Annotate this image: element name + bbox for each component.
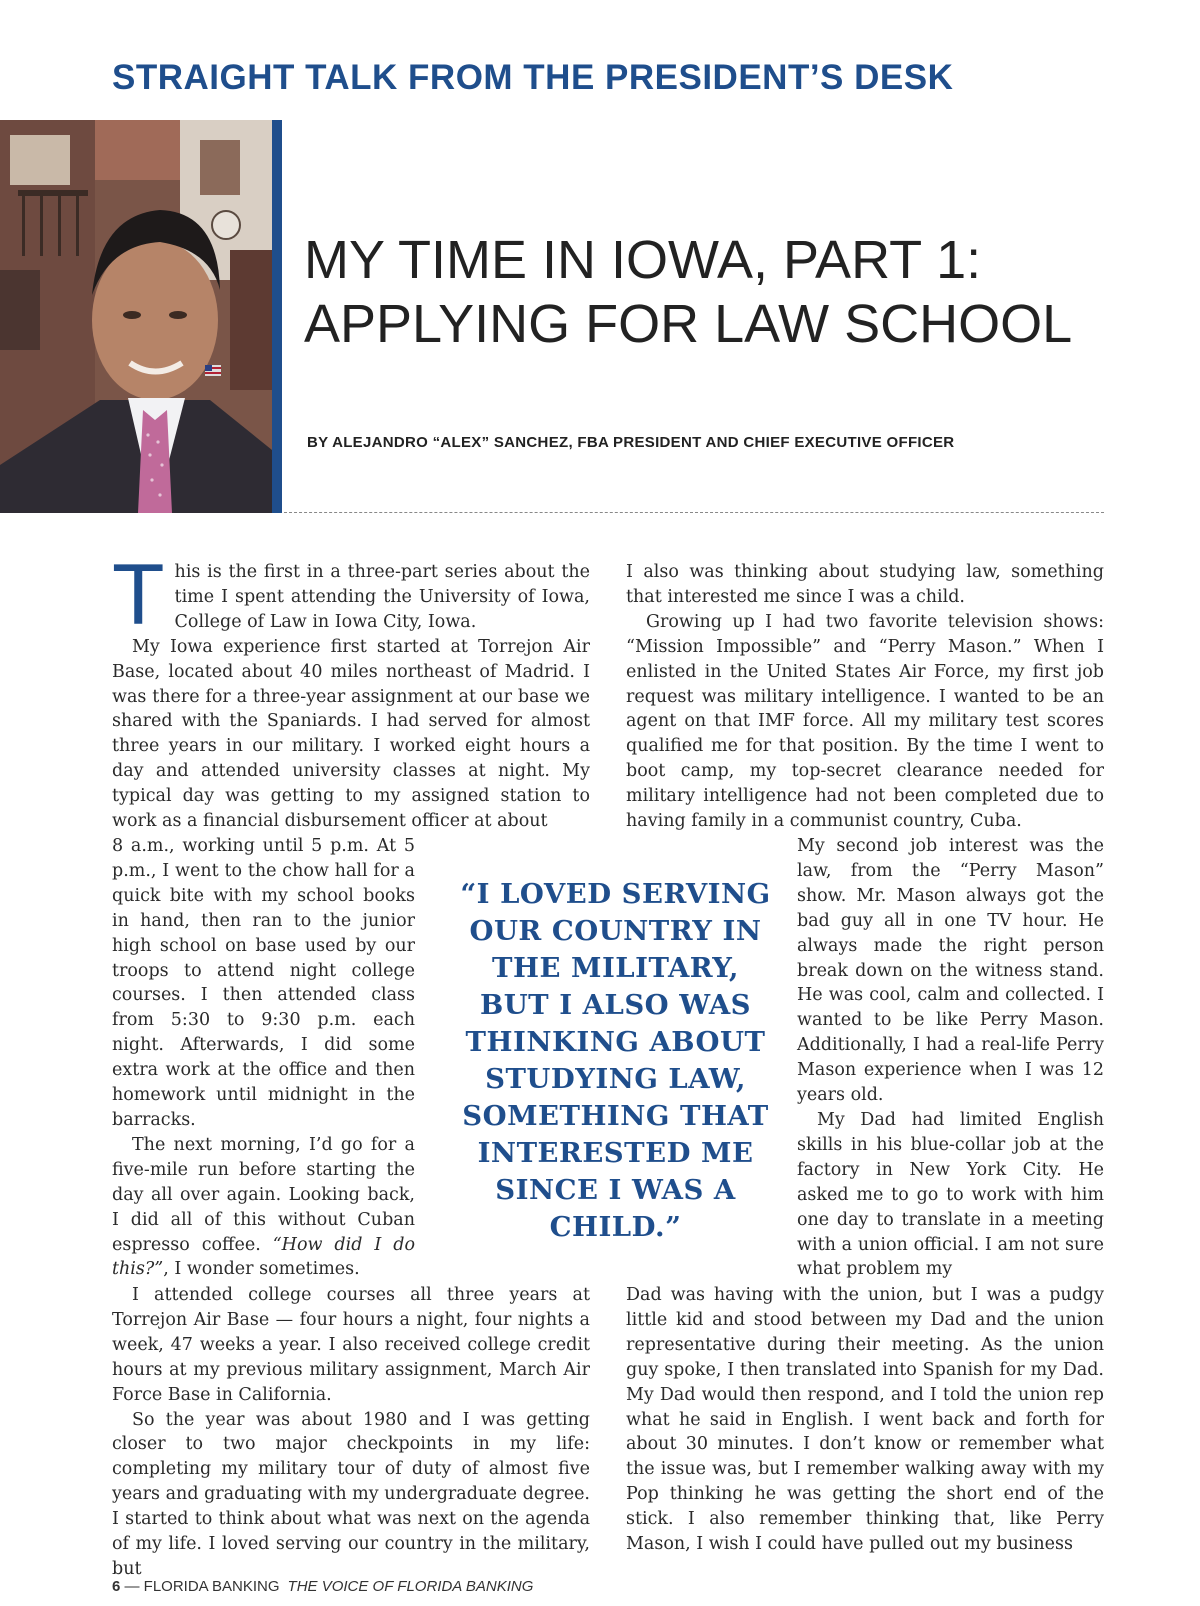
body-column-right-bottom [626, 1283, 1104, 1557]
body-column-right-mid [797, 834, 1104, 1282]
page-number: 6 [112, 1578, 121, 1595]
article-title [304, 228, 1072, 356]
paragraph-2-continued: 8 a.m., working until 5 p.m. At 5 p.m., I went to the chow hall for a quick bite with my school books in hand, then ran to the junior high school on base used by our troops to attend night college courses. I then attended class from 5:30 to 9:30 p.m. each night. Afterwards, I did some extra work at the office and then homework until midnight in the barracks. [112, 836, 415, 1130]
paragraph-r1: I also was thinking about studying law, something that interested me since I was a child. [626, 562, 1104, 607]
body-column-left-top [112, 547, 590, 834]
paragraph-r2: Growing up I had two favorite television shows: “Mission Impossible” and “Perry Mason.” When I enlisted in the United States Air Force, my first job request was military intelligence. I wanted to be an agent on that IMF force. All my military test scores qualified me for that position. By the time I went to boot camp, my top-secret clearance needed for military intelligence had not been completed due to having family in a communist country, Cuba. [626, 611, 1104, 832]
section-header: STRAIGHT TALK FROM THE PRESIDENT’S DESK [112, 58, 954, 97]
paragraph-r4: My Dad had limited English skills in his blue-collar job at the factory in New York City. He asked me to go to work with him one day to translate in a meeting with a union official. I am not sure what problem my [797, 1109, 1104, 1280]
article-title-line-1: MY TIME IN IOWA, PART 1: [304, 230, 982, 290]
page-footer [112, 1578, 533, 1595]
drop-cap: T [112, 547, 165, 643]
paragraph-r3: My second job interest was the law, from the “Perry Mason” show. Mr. Mason always got the bad guy all in one TV hour. He always made the right person break down on the witness stand. He was cool, calm and collected. I wanted to be like Perry Mason. Additionally, I had a real-life Perry Mason experience when I was 12 years old. [797, 836, 1104, 1106]
body-column-left-bottom [112, 1283, 590, 1582]
paragraph-1: This is the first in a three-part series about the time I spent attending the University of Iowa, College of Law in Iowa City, Iowa. [112, 547, 590, 643]
dashed-divider [284, 512, 1104, 513]
paragraph-2: My Iowa experience first started at Torrejon Air Base, located about 40 miles northeast of Madrid. I was there for a three-year assignment at our base we shared with the Spaniards. I had served for almost three years in our military. I worked eight hours a day and attended university classes at night. My typical day was getting to my assigned station to work as a financial disbursement officer at about [112, 636, 590, 832]
article-title-line-2: APPLYING FOR LAW SCHOOL [304, 294, 1073, 354]
pull-quote: “I LOVED SERVING OUR COUNTRY IN THE MILITARY, BUT I ALSO WAS THINKING ABOUT STUDYING LAW, SOMETHING THAT INTERESTED ME SINCE I WAS A CHILD.” [460, 878, 771, 1243]
publication-name: — FLORIDA BANKING [120, 1578, 280, 1595]
photo-accent-bar [272, 120, 282, 513]
author-portrait [0, 120, 272, 513]
paragraph-4: I attended college courses all three years at Torrejon Air Base — four hours a night, four nights a week, 47 weeks a year. I also received college credit hours at my previous military assignment, March Air Force Base in California. [112, 1285, 590, 1405]
body-column-left-mid [112, 834, 415, 1282]
paragraph-5: So the year was about 1980 and I was getting closer to two major checkpoints in my life: completing my military tour of duty of almost five years and graduating with my undergraduate degree. I started to think about what was next on the agenda of my life. I loved serving our country in the military, but [112, 1409, 590, 1579]
paragraph-r4-continued: Dad was having with the union, but I was a pudgy little kid and stood between my Dad and the union representative during their meeting. As the union guy spoke, I then translated into Spanish for my Dad. My Dad would then respond, and I told the union rep what he said in English. I went back and forth for about 30 minutes. I don’t know or remember what the issue was, but I remember walking away with my Pop thinking he was getting the short end of the stick. I also remember thinking that, like Perry Mason, I wish I could have pulled out my business [626, 1285, 1104, 1555]
body-column-right-top [626, 560, 1104, 834]
publication-tagline: THE VOICE OF FLORIDA BANKING [287, 1578, 534, 1595]
byline: BY ALEJANDRO “ALEX” SANCHEZ, FBA PRESIDENT AND CHIEF EXECUTIVE OFFICER [307, 434, 955, 451]
paragraph-3: The next morning, I’d go for a five-mile run before starting the day all over again. Looking back, I did all of this without Cuban espresso coffee. “How did I do this?”, I wonder sometimes. [112, 1134, 415, 1280]
